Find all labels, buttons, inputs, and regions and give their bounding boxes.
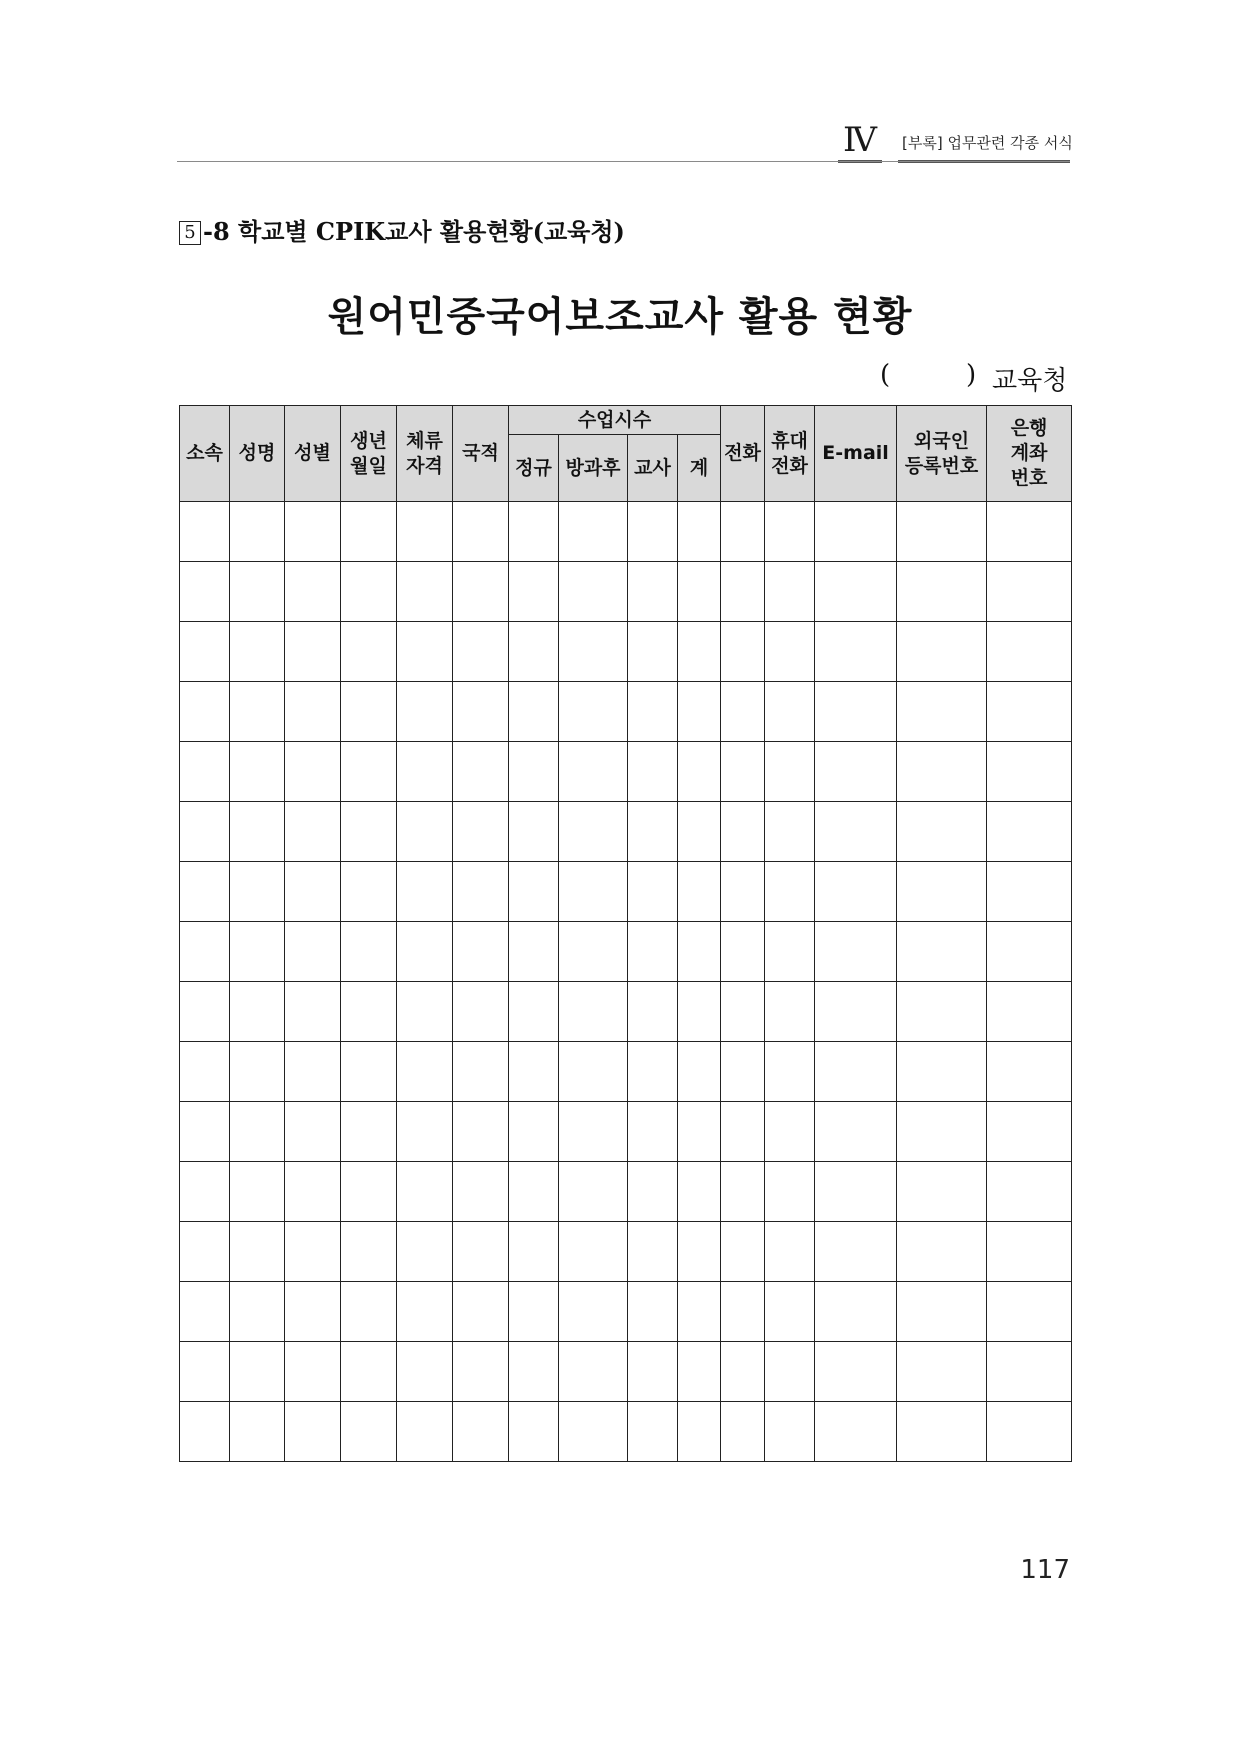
table-cell[interactable] — [453, 802, 509, 862]
table-row — [180, 1042, 1072, 1102]
table-cell[interactable] — [678, 1222, 721, 1282]
table-body — [180, 502, 1072, 1462]
table-cell[interactable] — [397, 682, 453, 742]
table-cell[interactable] — [285, 682, 341, 742]
table-cell[interactable] — [678, 862, 721, 922]
page-number: 117 — [1020, 1555, 1070, 1585]
table-cell[interactable] — [765, 1402, 815, 1462]
table-cell[interactable] — [678, 502, 721, 562]
section-number-box: 5 — [179, 221, 201, 245]
table-cell[interactable] — [453, 622, 509, 682]
table-cell[interactable] — [341, 682, 397, 742]
table-cell[interactable] — [987, 1222, 1072, 1282]
table-cell[interactable] — [678, 1342, 721, 1402]
table-cell[interactable] — [397, 1402, 453, 1462]
table-cell[interactable] — [765, 1282, 815, 1342]
table-cell[interactable] — [230, 622, 285, 682]
table-cell[interactable] — [285, 1342, 341, 1402]
table-cell[interactable] — [897, 1162, 987, 1222]
table-cell[interactable] — [341, 622, 397, 682]
table-cell[interactable] — [397, 1282, 453, 1342]
table-cell[interactable] — [230, 742, 285, 802]
table-cell[interactable] — [453, 1102, 509, 1162]
table-cell[interactable] — [341, 1222, 397, 1282]
table-cell[interactable] — [765, 682, 815, 742]
table-cell[interactable] — [230, 1042, 285, 1102]
table-cell[interactable] — [453, 982, 509, 1042]
table-cell[interactable] — [341, 1402, 397, 1462]
table-cell[interactable] — [509, 682, 559, 742]
table-cell[interactable] — [815, 1402, 897, 1462]
section-heading — [179, 212, 625, 247]
table-cell[interactable] — [397, 982, 453, 1042]
table-cell[interactable] — [897, 1042, 987, 1102]
table-cell[interactable] — [815, 682, 897, 742]
table-cell[interactable] — [509, 1402, 559, 1462]
table-cell[interactable] — [628, 862, 678, 922]
table-cell[interactable] — [509, 1042, 559, 1102]
table-cell[interactable] — [897, 1342, 987, 1402]
table-cell[interactable] — [230, 1282, 285, 1342]
table-cell[interactable] — [559, 1402, 628, 1462]
table-cell[interactable] — [765, 1222, 815, 1282]
table-cell[interactable] — [897, 862, 987, 922]
table-cell[interactable] — [628, 562, 678, 622]
table-row — [180, 1222, 1072, 1282]
table-cell[interactable] — [230, 982, 285, 1042]
table-cell[interactable] — [453, 922, 509, 982]
table-cell[interactable] — [397, 622, 453, 682]
table-cell[interactable] — [397, 502, 453, 562]
table-cell[interactable] — [559, 682, 628, 742]
table-row — [180, 682, 1072, 742]
table-cell[interactable] — [815, 1042, 897, 1102]
table-cell[interactable] — [765, 1042, 815, 1102]
col-header-total: 계 — [678, 435, 721, 502]
table-cell[interactable] — [559, 1042, 628, 1102]
table-cell[interactable] — [559, 502, 628, 562]
table-cell[interactable] — [230, 802, 285, 862]
col-header-nationality: 국적 — [453, 406, 509, 502]
section-heading-text: -8 학교별 CPIK교사 활용현황(교육청) — [203, 217, 625, 246]
table-cell[interactable] — [628, 622, 678, 682]
table-cell[interactable] — [180, 982, 230, 1042]
table-cell[interactable] — [815, 622, 897, 682]
table-cell[interactable] — [678, 1282, 721, 1342]
table-cell[interactable] — [509, 982, 559, 1042]
table-cell[interactable] — [509, 1282, 559, 1342]
document-title: 원어민중국어보조교사 활용 현황 — [327, 294, 913, 340]
table-cell[interactable] — [397, 742, 453, 802]
table-cell[interactable] — [509, 802, 559, 862]
table-cell[interactable] — [815, 982, 897, 1042]
table-cell[interactable] — [230, 922, 285, 982]
table-cell[interactable] — [180, 1222, 230, 1282]
table-cell[interactable] — [721, 982, 765, 1042]
table-cell[interactable] — [815, 1162, 897, 1222]
table-cell[interactable] — [180, 1042, 230, 1102]
table-cell[interactable] — [453, 1282, 509, 1342]
running-header — [177, 118, 1073, 162]
col-header-gender: 성별 — [285, 406, 341, 502]
table-cell[interactable] — [341, 1342, 397, 1402]
table-cell[interactable] — [765, 622, 815, 682]
table-cell[interactable] — [285, 922, 341, 982]
table-cell[interactable] — [230, 1402, 285, 1462]
table-cell[interactable] — [815, 1342, 897, 1402]
table-cell[interactable] — [987, 1162, 1072, 1222]
table-row — [180, 562, 1072, 622]
table-cell[interactable] — [815, 502, 897, 562]
table-cell[interactable] — [453, 1342, 509, 1402]
table-cell[interactable] — [628, 982, 678, 1042]
table-row — [180, 742, 1072, 802]
table-cell[interactable] — [341, 1162, 397, 1222]
table-cell[interactable] — [765, 802, 815, 862]
table-cell[interactable] — [397, 922, 453, 982]
table-cell[interactable] — [230, 1222, 285, 1282]
col-header-phone: 전화 — [721, 406, 765, 502]
table-cell[interactable] — [765, 862, 815, 922]
table-cell[interactable] — [180, 922, 230, 982]
table-cell[interactable] — [180, 1102, 230, 1162]
col-header-class-hours: 수업시수 — [509, 406, 721, 435]
office-line — [880, 360, 1070, 396]
table-cell[interactable] — [509, 922, 559, 982]
table-cell[interactable] — [230, 502, 285, 562]
table-cell[interactable] — [397, 802, 453, 862]
table-cell[interactable] — [453, 1162, 509, 1222]
table-cell[interactable] — [897, 502, 987, 562]
table-cell[interactable] — [897, 622, 987, 682]
table-row — [180, 802, 1072, 862]
table-cell[interactable] — [180, 622, 230, 682]
table-cell[interactable] — [397, 862, 453, 922]
table-row — [180, 1282, 1072, 1342]
table-cell[interactable] — [509, 742, 559, 802]
running-header-rule — [177, 161, 1070, 162]
table-cell[interactable] — [285, 562, 341, 622]
table-cell[interactable] — [230, 862, 285, 922]
table-cell[interactable] — [628, 802, 678, 862]
table-cell[interactable] — [285, 982, 341, 1042]
table-cell[interactable] — [987, 682, 1072, 742]
table-row — [180, 1162, 1072, 1222]
table-cell[interactable] — [897, 982, 987, 1042]
table-cell[interactable] — [509, 1222, 559, 1282]
table-cell[interactable] — [628, 1282, 678, 1342]
table-cell[interactable] — [453, 1222, 509, 1282]
chapter-numeral: Ⅳ — [843, 120, 877, 160]
table-row — [180, 862, 1072, 922]
table-cell[interactable] — [628, 922, 678, 982]
table-cell[interactable] — [628, 1102, 678, 1162]
office-close-paren: ) — [966, 360, 977, 390]
table-cell[interactable] — [559, 562, 628, 622]
table-cell[interactable] — [628, 1042, 678, 1102]
table-cell[interactable] — [678, 742, 721, 802]
table-cell[interactable] — [180, 1282, 230, 1342]
table-cell[interactable] — [678, 982, 721, 1042]
table-cell[interactable] — [180, 1342, 230, 1402]
table-cell[interactable] — [765, 982, 815, 1042]
col-header-teacher: 교사 — [628, 435, 678, 502]
table-cell[interactable] — [341, 982, 397, 1042]
table-cell[interactable] — [285, 502, 341, 562]
table-cell[interactable] — [180, 502, 230, 562]
table-cell[interactable] — [987, 622, 1072, 682]
table-cell[interactable] — [559, 622, 628, 682]
table-cell[interactable] — [897, 1222, 987, 1282]
col-header-email: E-mail — [815, 406, 897, 502]
table-cell[interactable] — [453, 682, 509, 742]
col-header-alien-reg-no: 외국인 등록번호 — [897, 406, 987, 502]
table-cell[interactable] — [230, 1162, 285, 1222]
table-cell[interactable] — [987, 742, 1072, 802]
table-cell[interactable] — [815, 802, 897, 862]
table-cell[interactable] — [285, 1162, 341, 1222]
table-cell[interactable] — [721, 1402, 765, 1462]
col-header-after-school: 방과후 — [559, 435, 628, 502]
table-cell[interactable] — [509, 622, 559, 682]
table-cell[interactable] — [285, 862, 341, 922]
table-cell[interactable] — [509, 1162, 559, 1222]
table-cell[interactable] — [509, 862, 559, 922]
table-cell[interactable] — [180, 802, 230, 862]
table-cell[interactable] — [897, 562, 987, 622]
table-cell[interactable] — [230, 1342, 285, 1402]
table-cell[interactable] — [678, 682, 721, 742]
table-cell[interactable] — [509, 1342, 559, 1402]
table-cell[interactable] — [897, 1102, 987, 1162]
table-cell[interactable] — [721, 862, 765, 922]
table-cell[interactable] — [559, 1342, 628, 1402]
table-cell[interactable] — [721, 562, 765, 622]
table-cell[interactable] — [559, 862, 628, 922]
table-cell[interactable] — [509, 502, 559, 562]
table-cell[interactable] — [397, 1042, 453, 1102]
table-cell[interactable] — [987, 1402, 1072, 1462]
table-cell[interactable] — [987, 1102, 1072, 1162]
table-cell[interactable] — [765, 562, 815, 622]
table-cell[interactable] — [678, 1102, 721, 1162]
table-cell[interactable] — [509, 562, 559, 622]
table-cell[interactable] — [285, 802, 341, 862]
table-cell[interactable] — [453, 742, 509, 802]
table-cell[interactable] — [180, 742, 230, 802]
table-cell[interactable] — [987, 922, 1072, 982]
table-cell[interactable] — [453, 502, 509, 562]
table-row — [180, 622, 1072, 682]
table-cell[interactable] — [628, 682, 678, 742]
table-cell[interactable] — [559, 922, 628, 982]
table-cell[interactable] — [285, 1222, 341, 1282]
table-row — [180, 982, 1072, 1042]
table-cell[interactable] — [678, 1042, 721, 1102]
table-cell[interactable] — [559, 1102, 628, 1162]
table-cell[interactable] — [678, 1162, 721, 1222]
col-header-name: 성명 — [230, 406, 285, 502]
table-cell[interactable] — [285, 1282, 341, 1342]
col-header-bank-account: 은행 계좌 번호 — [987, 406, 1072, 502]
table-cell[interactable] — [678, 1402, 721, 1462]
table-cell[interactable] — [897, 1282, 987, 1342]
table-cell[interactable] — [285, 1042, 341, 1102]
table-cell[interactable] — [765, 1342, 815, 1402]
table-cell[interactable] — [559, 742, 628, 802]
table-cell[interactable] — [559, 802, 628, 862]
table-cell[interactable] — [230, 1102, 285, 1162]
table-cell[interactable] — [765, 1162, 815, 1222]
table-cell[interactable] — [628, 1342, 678, 1402]
table-cell[interactable] — [721, 1102, 765, 1162]
table-cell[interactable] — [341, 862, 397, 922]
table-cell[interactable] — [987, 502, 1072, 562]
table-cell[interactable] — [341, 1102, 397, 1162]
table-cell[interactable] — [180, 682, 230, 742]
table-cell[interactable] — [230, 682, 285, 742]
table-row — [180, 922, 1072, 982]
table-cell[interactable] — [180, 862, 230, 922]
table-cell[interactable] — [765, 922, 815, 982]
table-cell[interactable] — [180, 1162, 230, 1222]
table-cell[interactable] — [285, 1102, 341, 1162]
table-cell[interactable] — [180, 1402, 230, 1462]
table-cell[interactable] — [987, 1282, 1072, 1342]
col-header-visa-status: 체류 자격 — [397, 406, 453, 502]
table-cell[interactable] — [987, 1342, 1072, 1402]
table-cell[interactable] — [815, 1282, 897, 1342]
table-cell[interactable] — [285, 622, 341, 682]
running-header-title: [부록] 업무관련 각종 서식 — [902, 134, 1073, 152]
table-cell[interactable] — [453, 1042, 509, 1102]
table-cell[interactable] — [987, 802, 1072, 862]
table-cell[interactable] — [987, 982, 1072, 1042]
table-cell[interactable] — [815, 862, 897, 922]
table-cell[interactable] — [341, 1042, 397, 1102]
table-cell[interactable] — [341, 802, 397, 862]
table-cell[interactable] — [628, 502, 678, 562]
table-cell[interactable] — [721, 922, 765, 982]
table-cell[interactable] — [341, 922, 397, 982]
table-cell[interactable] — [721, 1042, 765, 1102]
table-cell[interactable] — [180, 562, 230, 622]
table-cell[interactable] — [397, 562, 453, 622]
table-row — [180, 1402, 1072, 1462]
table-cell[interactable] — [721, 1162, 765, 1222]
table-cell[interactable] — [678, 622, 721, 682]
table-cell[interactable] — [341, 562, 397, 622]
table-row — [180, 1342, 1072, 1402]
table-cell[interactable] — [341, 1282, 397, 1342]
table-cell[interactable] — [397, 1222, 453, 1282]
table-cell[interactable] — [397, 1162, 453, 1222]
table-cell[interactable] — [559, 982, 628, 1042]
table-cell[interactable] — [397, 1102, 453, 1162]
office-label: 교육청 — [992, 366, 1068, 396]
table-cell[interactable] — [559, 1162, 628, 1222]
table-cell[interactable] — [453, 862, 509, 922]
table-cell[interactable] — [628, 1402, 678, 1462]
table-cell[interactable] — [559, 1222, 628, 1282]
table-cell[interactable] — [765, 742, 815, 802]
table-cell[interactable] — [453, 562, 509, 622]
table-row — [180, 502, 1072, 562]
table-cell[interactable] — [721, 742, 765, 802]
table-cell[interactable] — [815, 1102, 897, 1162]
table-cell[interactable] — [509, 1102, 559, 1162]
table-cell[interactable] — [721, 682, 765, 742]
col-header-birth-date: 생년 월일 — [341, 406, 397, 502]
table-cell[interactable] — [678, 802, 721, 862]
table-cell[interactable] — [897, 682, 987, 742]
table-cell[interactable] — [285, 742, 341, 802]
table-cell[interactable] — [897, 802, 987, 862]
table-cell[interactable] — [285, 1402, 341, 1462]
table-cell[interactable] — [987, 1042, 1072, 1102]
table-cell[interactable] — [341, 742, 397, 802]
table-cell[interactable] — [678, 922, 721, 982]
col-header-mobile: 휴대 전화 — [765, 406, 815, 502]
table-cell[interactable] — [987, 562, 1072, 622]
table-cell[interactable] — [721, 1282, 765, 1342]
table-cell[interactable] — [721, 502, 765, 562]
table-cell[interactable] — [721, 622, 765, 682]
table-cell[interactable] — [678, 562, 721, 622]
table-cell[interactable] — [628, 1222, 678, 1282]
table-cell[interactable] — [815, 742, 897, 802]
table-cell[interactable] — [987, 862, 1072, 922]
table-cell[interactable] — [815, 562, 897, 622]
table-cell[interactable] — [897, 922, 987, 982]
table-cell[interactable] — [628, 1162, 678, 1222]
col-header-regular: 정규 — [509, 435, 559, 502]
table-cell[interactable] — [559, 1282, 628, 1342]
table-cell[interactable] — [897, 1402, 987, 1462]
table-cell[interactable] — [230, 562, 285, 622]
table-cell[interactable] — [765, 502, 815, 562]
table-row — [180, 1102, 1072, 1162]
table-cell[interactable] — [453, 1402, 509, 1462]
table-cell[interactable] — [397, 1342, 453, 1402]
table-cell[interactable] — [341, 502, 397, 562]
table-cell[interactable] — [628, 742, 678, 802]
col-header-affiliation: 소속 — [180, 406, 230, 502]
table-cell[interactable] — [721, 802, 765, 862]
table-cell[interactable] — [815, 1222, 897, 1282]
status-table — [179, 405, 1072, 1462]
table-cell[interactable] — [897, 742, 987, 802]
table-cell[interactable] — [765, 1102, 815, 1162]
table-cell[interactable] — [721, 1342, 765, 1402]
table-cell[interactable] — [815, 922, 897, 982]
table-cell[interactable] — [721, 1222, 765, 1282]
office-open-paren: ( — [880, 360, 891, 390]
